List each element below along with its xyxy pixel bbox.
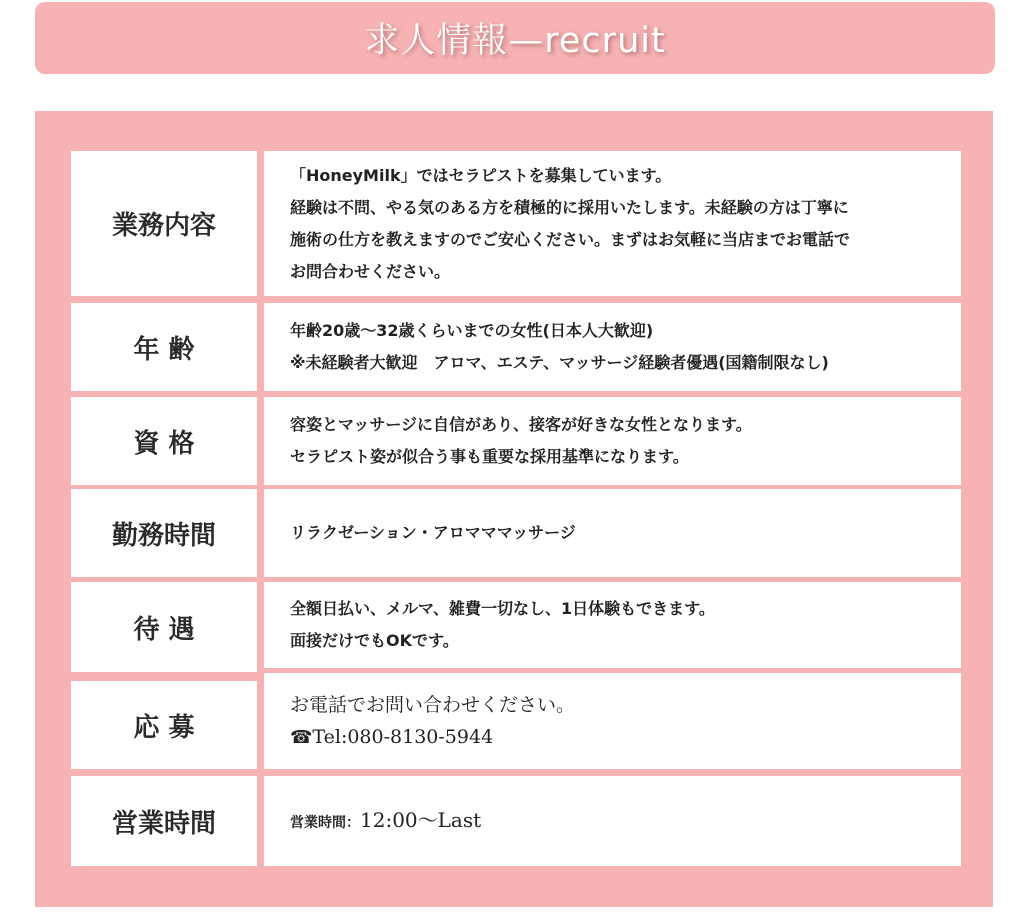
job-description-line: お問合わせください。: [290, 261, 451, 281]
row-content-working-hours: [264, 489, 961, 577]
job-description-line: 施術の仕方を教えますのでご安心ください。まずはお気軽に当店までお電話で: [290, 229, 851, 249]
job-description-line: 経験は不問、やる気のある方を積極的に採用いたします。未経験の方は丁寧に: [290, 197, 849, 217]
row-label-working-hours: 勤務時間: [71, 489, 257, 577]
application-phone-number[interactable]: Tel:080-8130-5944: [312, 725, 494, 748]
age-line: 年齢20歳～32歳くらいまでの女性(日本人大歓迎): [290, 321, 654, 340]
row-label-business-hours: 営業時間: [71, 776, 257, 866]
telephone-icon: ☎: [290, 726, 313, 748]
row-label-qualification: 資 格: [71, 397, 257, 485]
business-hours-line: [290, 804, 955, 839]
treatment-line: 全額日払い、メルマ、雑費一切なし、1日体験もできます。: [290, 599, 715, 618]
row-content-qualification: [264, 397, 961, 485]
job-description-line: 「HoneyMilk」ではセラピストを募集しています。: [290, 165, 672, 185]
application-line: お電話でお問い合わせください。: [290, 693, 576, 716]
business-hours-prefix: 営業時間：: [290, 814, 360, 831]
page-title: 求人情報—recruit: [364, 21, 666, 61]
row-label-treatment: 待 遇: [71, 582, 257, 672]
row-content-business-hours: [264, 776, 961, 866]
row-content-application: [264, 673, 961, 769]
row-label-job-description: 業務内容: [71, 151, 257, 296]
qualification-line: 容姿とマッサージに自信があり、接客が好きな女性となります。: [290, 415, 752, 434]
working-hours-line: リラクゼーション・アロマママッサージ: [290, 523, 576, 542]
row-label-application: 応 募: [71, 681, 257, 769]
treatment-line: 面接だけでもOKです。: [290, 631, 459, 650]
age-line: ※未経験者大歓迎 アロマ、エステ、マッサージ経験者優遇(国籍制限なし): [290, 353, 829, 372]
recruit-info-table: [35, 111, 993, 907]
row-content-job-description: [264, 151, 961, 296]
row-content-treatment: [264, 582, 961, 668]
business-hours-value: 12:00～Last: [360, 807, 482, 832]
row-content-age: [264, 303, 961, 391]
application-phone-line[interactable]: [290, 721, 955, 754]
row-label-age: 年 齢: [71, 303, 257, 391]
recruit-banner: [35, 2, 995, 74]
qualification-line: セラピスト姿が似合う事も重要な採用基準になります。: [290, 447, 689, 466]
